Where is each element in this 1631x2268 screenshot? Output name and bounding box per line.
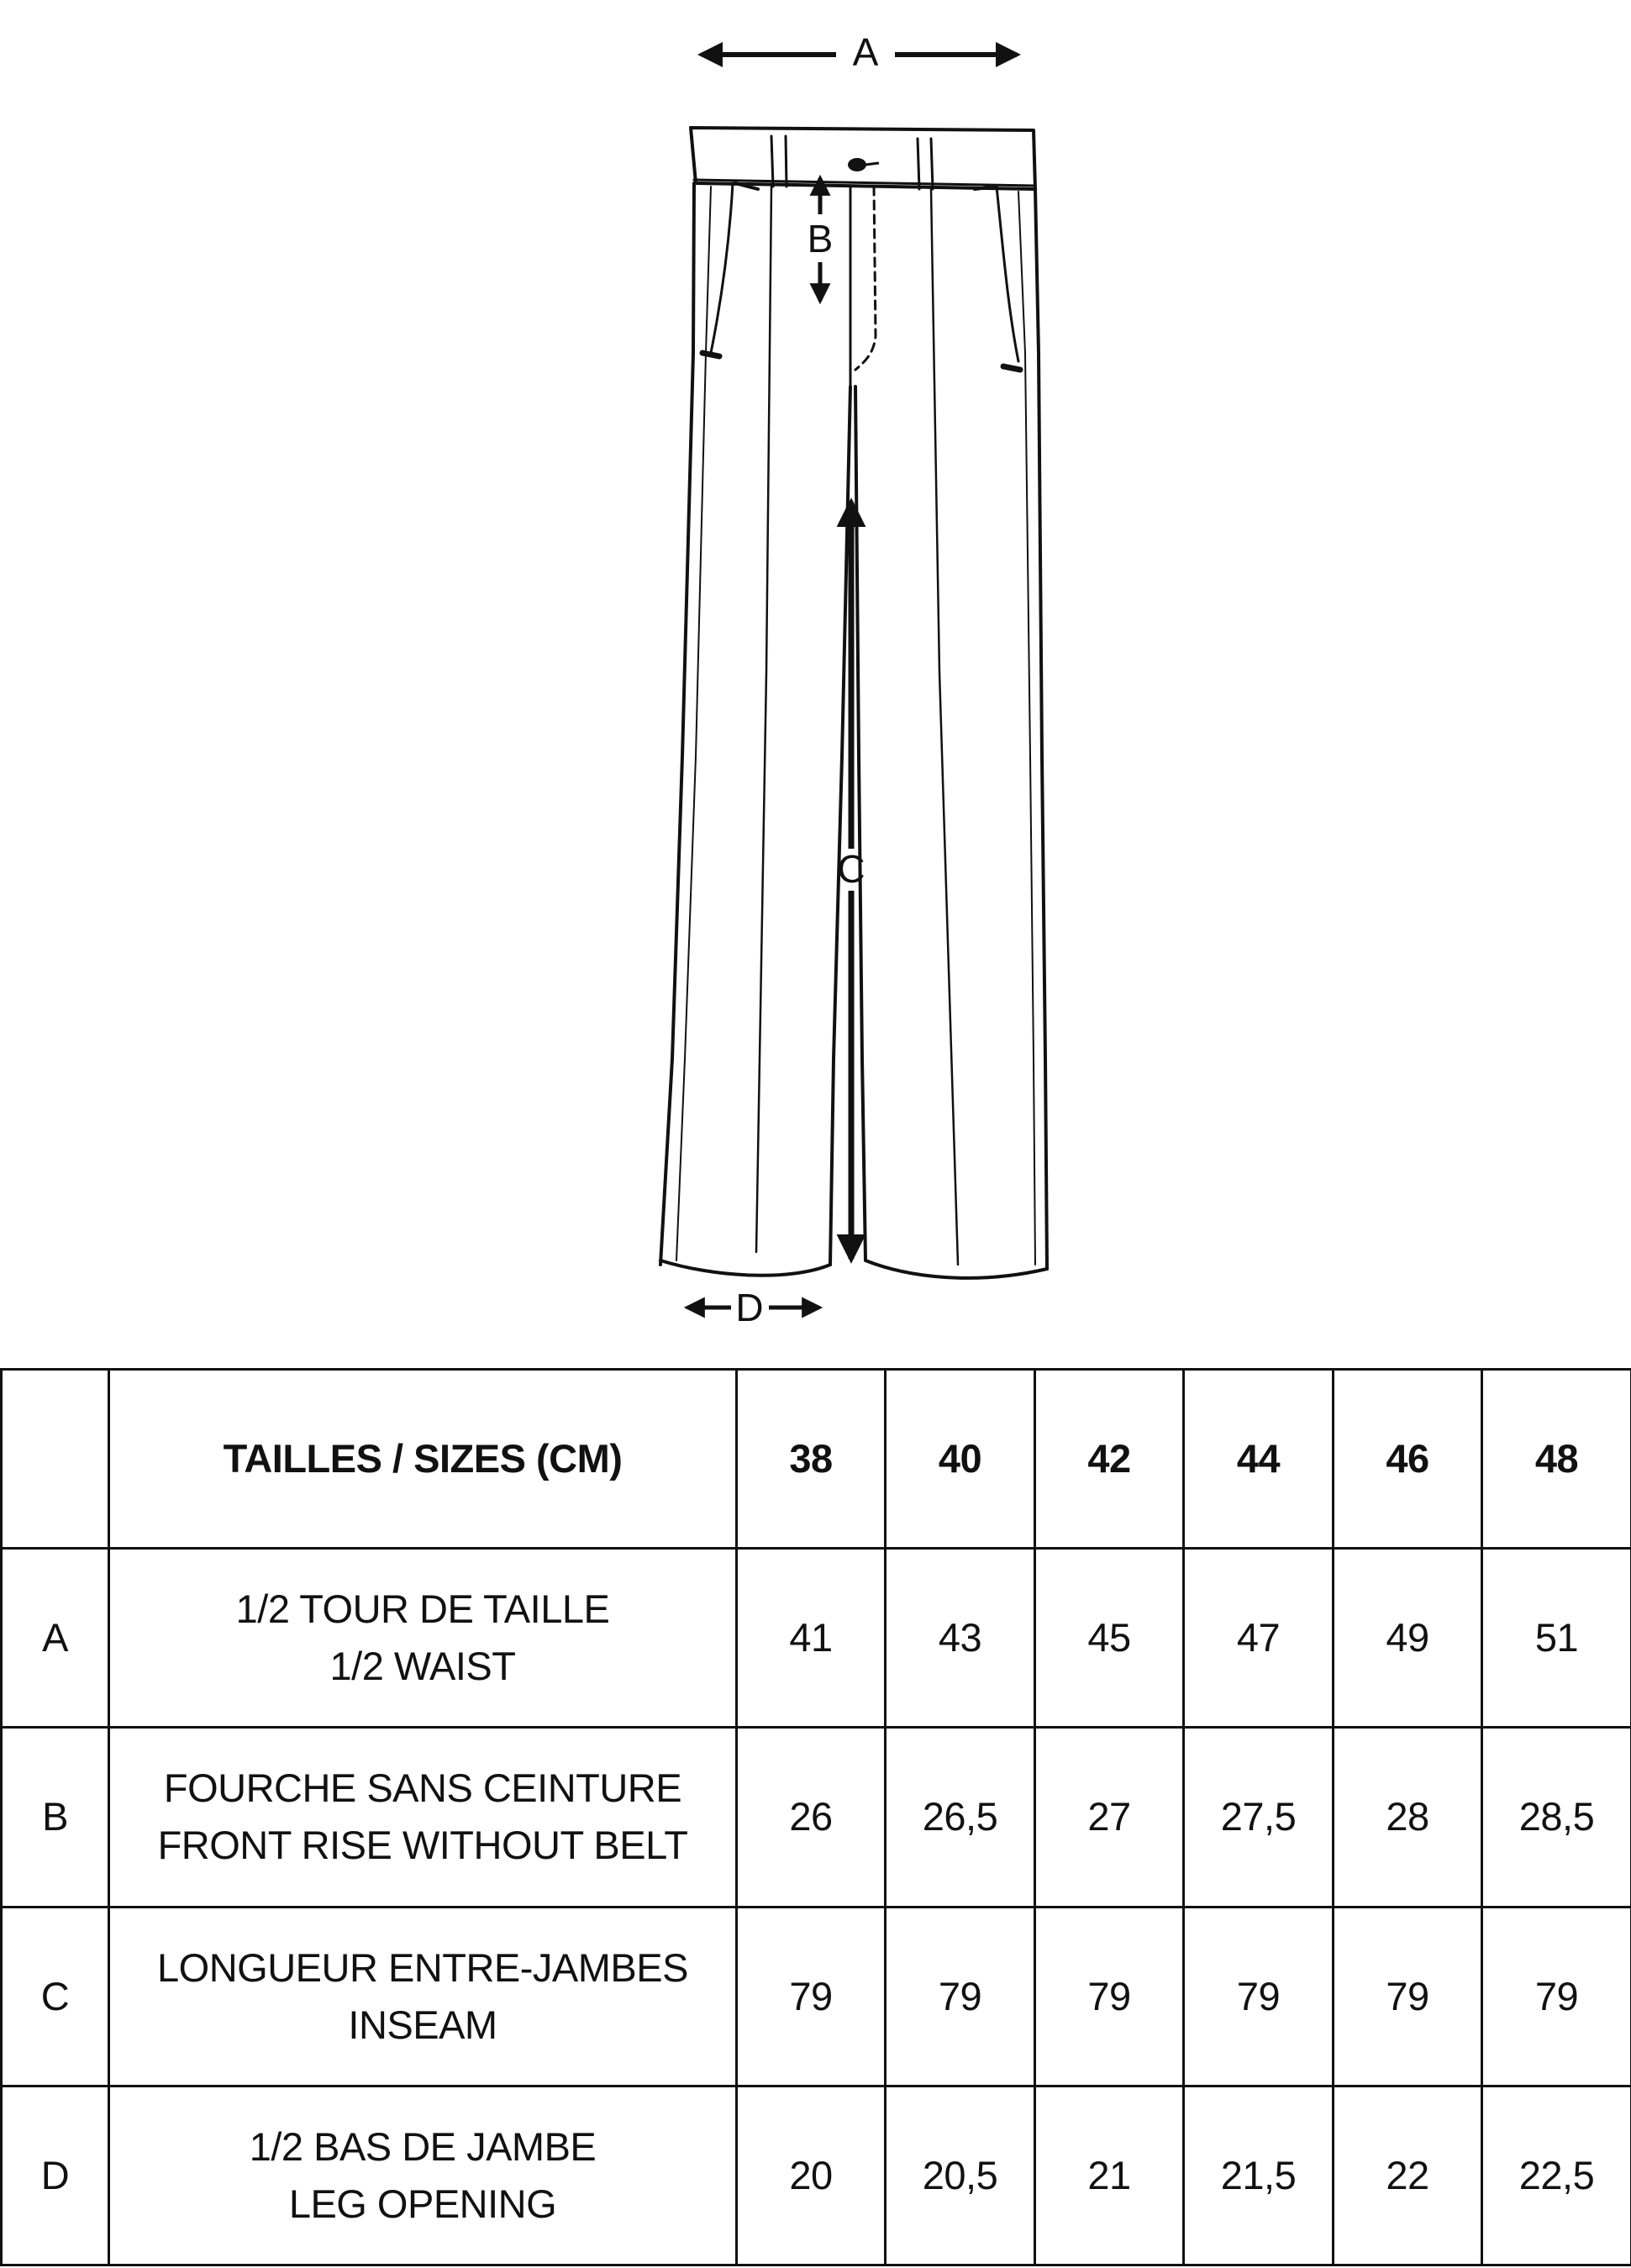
size-header: 48 [1482, 1370, 1631, 1549]
measure-value: 28 [1334, 1728, 1482, 1907]
table-row [2, 1549, 1631, 1728]
size-chart-table [0, 1368, 1631, 2266]
measure-value: 27 [1035, 1728, 1184, 1907]
measure-value: 28,5 [1482, 1728, 1631, 1907]
measure-key: A [2, 1549, 109, 1728]
hem-left [660, 1260, 830, 1276]
table-corner-cell [2, 1370, 109, 1549]
measure-value: 45 [1035, 1549, 1184, 1728]
measure-value: 27,5 [1184, 1728, 1334, 1907]
inseam-right [855, 387, 865, 1260]
size-header: 44 [1184, 1370, 1334, 1549]
belt-loop-left [771, 136, 787, 187]
belt-loop-right [918, 139, 933, 189]
size-header: 38 [737, 1370, 886, 1549]
measure-value: 26 [737, 1728, 886, 1907]
measure-value: 47 [1184, 1549, 1334, 1728]
measure-label-fr: FOURCHE SANS CEINTURE [163, 1765, 682, 1811]
measure-d-label: D [735, 1286, 764, 1329]
measure-value: 79 [1482, 1907, 1631, 2086]
table-row [2, 1728, 1631, 1907]
measure-label [109, 1728, 737, 1907]
table-row [2, 2086, 1631, 2265]
fly-stitch [855, 187, 876, 370]
outer-right-leg [1035, 189, 1047, 1269]
measure-value: 20 [737, 2086, 886, 2265]
measure-value: 22 [1334, 2086, 1482, 2265]
pocket-end-left [702, 353, 719, 356]
crease-left [756, 187, 771, 1252]
measure-b-label: B [807, 217, 834, 260]
measure-a-label: A [852, 30, 879, 74]
measure-value: 79 [737, 1907, 886, 2086]
measure-label-fr: 1/2 BAS DE JAMBE [249, 2123, 597, 2169]
pocket-left [711, 183, 733, 353]
measure-key: C [2, 1907, 109, 2086]
sizes-title: TAILLES / SIZES (CM) [109, 1370, 737, 1549]
measure-value: 20,5 [886, 2086, 1035, 2265]
measure-key: D [2, 2086, 109, 2265]
size-header: 40 [886, 1370, 1035, 1549]
measure-value: 79 [1184, 1907, 1334, 2086]
measure-value: 79 [1035, 1907, 1184, 2086]
measure-label [109, 2086, 737, 2265]
measure-label [109, 1907, 737, 2086]
measure-label [109, 1549, 737, 1728]
measure-value: 79 [886, 1907, 1035, 2086]
table-row [2, 1907, 1631, 2086]
measure-value: 26,5 [886, 1728, 1035, 1907]
measure-label-en: 1/2 WAIST [329, 1644, 516, 1689]
waistband-button [848, 158, 866, 171]
pocket-right [997, 187, 1018, 361]
hem-right [865, 1260, 1047, 1278]
pocket-end-right [1003, 366, 1020, 370]
table-header-row [2, 1370, 1631, 1549]
measure-value: 79 [1334, 1907, 1482, 2086]
measure-value: 51 [1482, 1549, 1631, 1728]
size-header: 42 [1035, 1370, 1184, 1549]
measure-value: 49 [1334, 1549, 1482, 1728]
measure-key: B [2, 1728, 109, 1907]
measure-label-en: LEG OPENING [288, 2181, 557, 2226]
size-header: 46 [1334, 1370, 1482, 1549]
measure-label-en: INSEAM [348, 2002, 497, 2047]
inseam-left [830, 387, 850, 1265]
measure-value: 21 [1035, 2086, 1184, 2265]
measure-label-fr: LONGUEUR ENTRE-JAMBES [157, 1944, 688, 1990]
measure-c-label: C [837, 847, 865, 891]
measure-label-fr: 1/2 TOUR DE TAILLE [235, 1587, 610, 1632]
button-thread [865, 163, 879, 165]
measure-value: 21,5 [1184, 2086, 1334, 2265]
outer-right-leg-inner [1018, 192, 1035, 1265]
measure-value: 43 [886, 1549, 1035, 1728]
outer-left-leg [660, 183, 694, 1265]
measure-value: 22,5 [1482, 2086, 1631, 2265]
crease-right [931, 189, 958, 1265]
measure-value: 41 [737, 1549, 886, 1728]
measure-label-en: FRONT RISE WITHOUT BELT [157, 1823, 688, 1868]
